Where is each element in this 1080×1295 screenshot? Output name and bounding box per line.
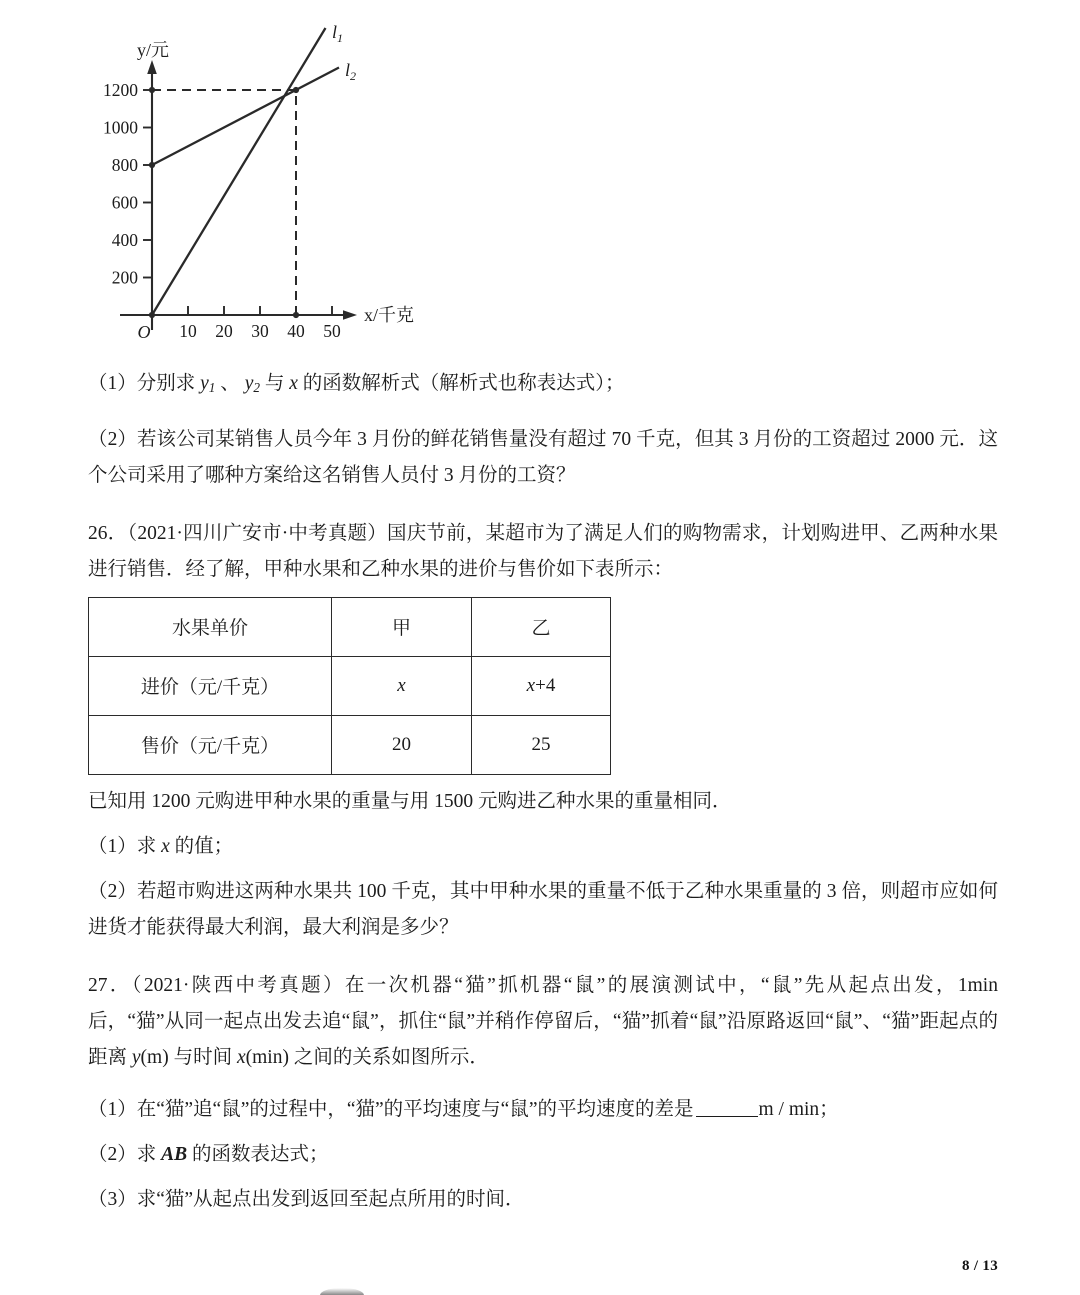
x-axis-arrowhead xyxy=(343,310,357,320)
q25-part1-text-b: 、 xyxy=(215,373,245,394)
q27-part1-text-a: （1）在“猫”追“鼠”的过程中，“猫”的平均速度与“鼠”的平均速度的差是 xyxy=(88,1098,694,1120)
q27-unit-meters: (m) xyxy=(140,1046,169,1068)
q26-number-1500: 1500 xyxy=(434,790,474,812)
table-header-yi: 乙 xyxy=(472,597,611,656)
q25-part2-text-f: 月份的工资？ xyxy=(453,464,576,486)
x-axis-title: x/千克 xyxy=(364,305,415,325)
x-tick-label-20: 20 xyxy=(215,321,233,341)
y-tick-label-800: 800 xyxy=(111,155,138,175)
q27-unit-m-per-min: m / min xyxy=(758,1098,820,1120)
table-cell-cost-yi: x+4 xyxy=(472,656,611,715)
q27-stem-text-a: 27．（ xyxy=(88,974,144,996)
document-body xyxy=(88,366,998,1218)
q26-stem-paragraph xyxy=(88,516,998,588)
q27-stem-text-b: ·陕西中考真题）在一次机器“猫”抓机器“鼠”的展演测试中，“鼠”先从起点出发， xyxy=(182,974,958,996)
q25-variable-y1: $y_1$ xyxy=(200,373,216,395)
y-tick-label-200: 200 xyxy=(111,267,138,288)
q25-number-70: 70 xyxy=(611,428,632,450)
page-edge-artifact xyxy=(320,1288,364,1295)
q26-part1-text-a: （1）求 xyxy=(88,835,162,857)
q26-variable-x: x xyxy=(161,835,170,857)
q26-part2-text-c: 倍，则超市应如何进货才能获得最大利润，最大利润是多少？ xyxy=(88,880,998,938)
q26-after-table-paragraph xyxy=(88,784,998,820)
x-tick-label-30: 30 xyxy=(251,321,269,341)
table-row-header xyxy=(89,597,611,656)
q26-stem-text-a: 26．（ xyxy=(88,522,138,544)
q27-variable-x: x xyxy=(236,1046,246,1068)
q25-number-3-month-a: 3 xyxy=(357,428,367,450)
q25-number-3-month-b: 3 xyxy=(738,428,749,450)
q25-part1-text-a: （1）分别求 xyxy=(88,373,201,394)
q27-part2-paragraph xyxy=(88,1137,998,1173)
point-intersection-40-1200 xyxy=(293,87,299,93)
q25-part2-text-d: 月份的工资超过 xyxy=(748,428,896,450)
coordinate-graph-svg xyxy=(0,0,1080,360)
table-header-unit-price: 水果单价 xyxy=(89,597,332,656)
series-line-l1 xyxy=(152,28,326,315)
q26-part2-text-b: 千克，其中甲种水果的重量不低于乙种水果重量的 xyxy=(386,880,827,902)
y-axis-title: y/元 xyxy=(137,40,170,60)
table-row-cost-price xyxy=(89,656,611,715)
q27-segment-ab: AB xyxy=(161,1143,188,1165)
q27-source-year: 2021 xyxy=(143,974,183,996)
q25-part2-text-a: （2）若该公司某销售人员今年 xyxy=(88,428,358,450)
point-x-40 xyxy=(293,312,299,318)
q26-number-1200: 1200 xyxy=(151,790,191,812)
page-number-indicator: 8 / 13 xyxy=(962,1258,998,1274)
q27-part1-text-b: ； xyxy=(819,1098,839,1120)
y-axis-arrowhead xyxy=(147,60,157,74)
q26-after-text-c: 元购进乙种水果的重量相同． xyxy=(473,790,732,812)
y-tick-label-400: 400 xyxy=(111,230,138,250)
q27-part3-paragraph: （3）求“猫”从起点出发到返回至起点所用的时间． xyxy=(88,1188,525,1210)
q27-part2-text-b: 的函数表达式； xyxy=(187,1143,329,1165)
table-cell-sell-yi: 25 xyxy=(472,715,611,774)
q25-part1-paragraph xyxy=(88,366,998,406)
q25-variable-y2: $y_2$ xyxy=(244,373,260,395)
q27-part1-paragraph xyxy=(88,1092,998,1128)
q26-stem-text-b: ·四川广安市·中考真题）国庆节前，某超市为了满足人们的购物需求，计划购进甲、乙两种水果进行销售．经了解，甲种水果和乙种水果的进价与售价如下表所示： xyxy=(88,522,998,580)
point-y-1200 xyxy=(149,87,155,93)
answer-blank-input[interactable] xyxy=(696,1101,758,1117)
q27-variable-y: y xyxy=(131,1046,141,1068)
table-cell-sell-label: 售价（元/千克） xyxy=(89,715,332,774)
table-row-sell-price xyxy=(89,715,611,774)
q27-stem-text-e: 之间的关系如图所示． xyxy=(288,1046,489,1068)
q26-after-text-b: 元购进甲种水果的重量与用 xyxy=(190,790,435,812)
point-origin xyxy=(149,312,155,318)
x-tick-label-10: 10 xyxy=(179,321,197,341)
coordinate-graph-figure xyxy=(0,0,1080,360)
q25-part2-text-b: 月份的鲜花销售量没有超过 xyxy=(366,428,612,450)
y-tick-label-1200: 1200 xyxy=(103,80,138,100)
q25-variable-x: x xyxy=(289,373,298,394)
q25-part1-text-d: 的函数解析式（解析式也称表达式）； xyxy=(297,373,625,394)
q27-part2-text-a: （2）求 xyxy=(88,1143,162,1165)
x-tick-label-40: 40 xyxy=(287,321,305,341)
q25-number-3-month-c: 3 xyxy=(443,464,454,486)
x-tick-label-50: 50 xyxy=(323,321,341,341)
q27-unit-minutes: (min) xyxy=(245,1046,289,1068)
line-label-l2: $l_2$ xyxy=(345,60,357,83)
q26-part2-paragraph xyxy=(88,874,998,946)
q26-part1-text-b: 的值； xyxy=(169,835,234,857)
q25-number-2000: 2000 xyxy=(895,428,935,450)
q27-stem-text-c: 后，“猫”从同一起点出发去追“鼠”，抓住“鼠”并稍作停留后，“猫”抓着“鼠”沿原路返回“鼠”、“猫”距起点的距离 xyxy=(88,1010,998,1068)
q25-part2-text-c: 千克，但其 xyxy=(631,428,739,450)
y-tick-label-600: 600 xyxy=(111,192,138,213)
q26-part1-paragraph xyxy=(88,829,998,865)
series-line-l2 xyxy=(152,68,339,166)
y-tick-label-1000: 1000 xyxy=(103,117,138,138)
q27-stem-text-d: 与时间 xyxy=(168,1046,237,1068)
table-cell-sell-jia: 20 xyxy=(332,715,472,774)
q25-part1-text-c: 与 xyxy=(259,373,290,394)
q26-source-year: 2021 xyxy=(137,522,177,544)
q26-after-text-a: 已知用 xyxy=(88,790,152,812)
q26-number-100: 100 xyxy=(357,880,387,902)
table-cell-cost-jia: x xyxy=(332,656,472,715)
q25-part2-text-e: 元．这个公司采用了哪种方案给这名销售人员付 xyxy=(88,428,998,486)
fruit-price-table xyxy=(88,597,611,775)
q26-number-3: 3 xyxy=(826,880,837,902)
line-label-l1: $l_1$ xyxy=(332,22,344,45)
q25-part2-paragraph xyxy=(88,422,998,494)
q27-value-1min: 1min xyxy=(957,974,998,996)
point-y-intercept-800 xyxy=(149,162,155,168)
q27-stem-paragraph xyxy=(88,968,998,1076)
table-cell-cost-label: 进价（元/千克） xyxy=(89,656,332,715)
table-header-jia: 甲 xyxy=(332,597,472,656)
q26-part2-text-a: （2）若超市购进这两种水果共 xyxy=(88,880,358,902)
origin-label: O xyxy=(137,322,151,342)
